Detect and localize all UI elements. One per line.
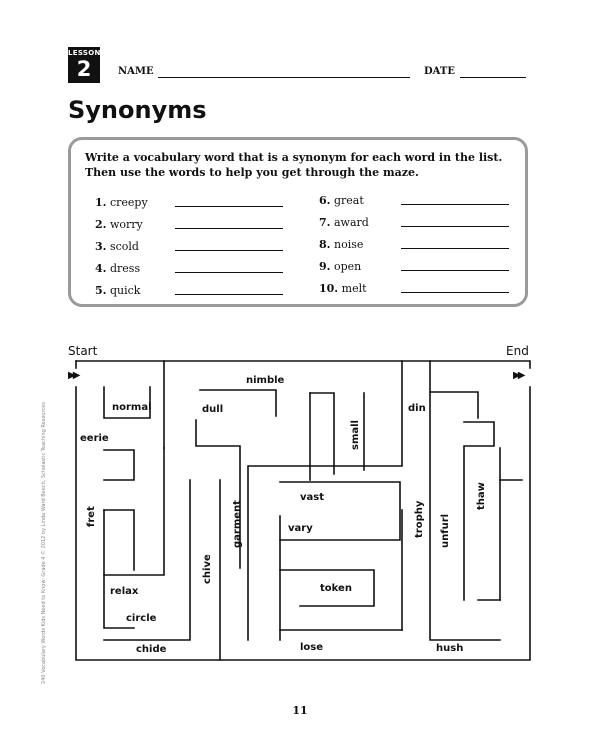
word-text: quick [109, 284, 141, 297]
maze-word-dull: dull [202, 404, 224, 415]
word-text: scold [109, 240, 139, 253]
maze-word-garment: garment [232, 500, 243, 548]
word-text: dress [109, 262, 141, 275]
page-number: 11 [292, 704, 308, 717]
word-text: great [333, 194, 364, 207]
word-number: 1. [95, 196, 107, 209]
maze-word-vast: vast [300, 492, 324, 503]
maze-word-fret: fret [86, 506, 97, 527]
word-text: creepy [109, 196, 148, 209]
maze-word-trophy: trophy [414, 500, 425, 538]
word-number: 4. [95, 262, 107, 275]
word-number: 2. [95, 218, 107, 231]
maze-word-unfurl: unfurl [440, 513, 451, 548]
word-number: 5. [95, 284, 107, 297]
maze-word-vary: vary [288, 523, 313, 534]
word-number: 10. [319, 282, 339, 295]
maze-word-eerie: eerie [80, 433, 109, 444]
word-text: award [333, 216, 369, 229]
maze-words [80, 375, 487, 655]
maze-word-small: small [350, 420, 361, 450]
word-text: open [333, 260, 362, 273]
word-number: 6. [319, 194, 331, 207]
maze-end-label: End [506, 344, 529, 358]
word-number: 3. [95, 240, 107, 253]
word-text: worry [109, 218, 143, 231]
maze-word-token: token [320, 583, 352, 594]
word-text: noise [333, 238, 364, 251]
date-label: DATE [424, 66, 455, 77]
word-text: melt [341, 282, 367, 295]
lesson-number: 2 [76, 57, 92, 81]
word-number: 7. [319, 216, 331, 229]
maze-word-thaw: thaw [476, 482, 487, 510]
end-arrow-icon: ▶▶ [513, 370, 523, 381]
word-number: 9. [319, 260, 331, 273]
copyright-text: 240 Vocabulary Words Kids Need to Know: Grade 4 © 2012 by Linda Ward Beech, Scholastic Teaching Resources [41, 402, 47, 684]
maze-word-hush: hush [436, 643, 464, 654]
maze-word-nimble: nimble [246, 375, 285, 386]
maze-word-relax: relax [110, 586, 139, 597]
name-label: NAME [118, 66, 154, 77]
maze-word-chive: chive [202, 554, 213, 584]
instructions-text: Write a vocabulary word that is a synonym for each word in the list. Then use the words to help you get through the maze. [85, 151, 503, 179]
page-title: Synonyms [68, 96, 207, 124]
maze-word-circle: circle [126, 613, 157, 624]
maze-word-lose: lose [300, 642, 324, 653]
start-arrow-icon: ▶▶ [68, 370, 78, 381]
maze-word-chide: chide [136, 644, 167, 655]
maze-start-label: Start [68, 344, 98, 358]
maze-word-din: din [408, 403, 426, 414]
lesson-label: LESSON [68, 49, 101, 57]
maze-word-normal: normal [112, 402, 152, 413]
word-number: 8. [319, 238, 331, 251]
